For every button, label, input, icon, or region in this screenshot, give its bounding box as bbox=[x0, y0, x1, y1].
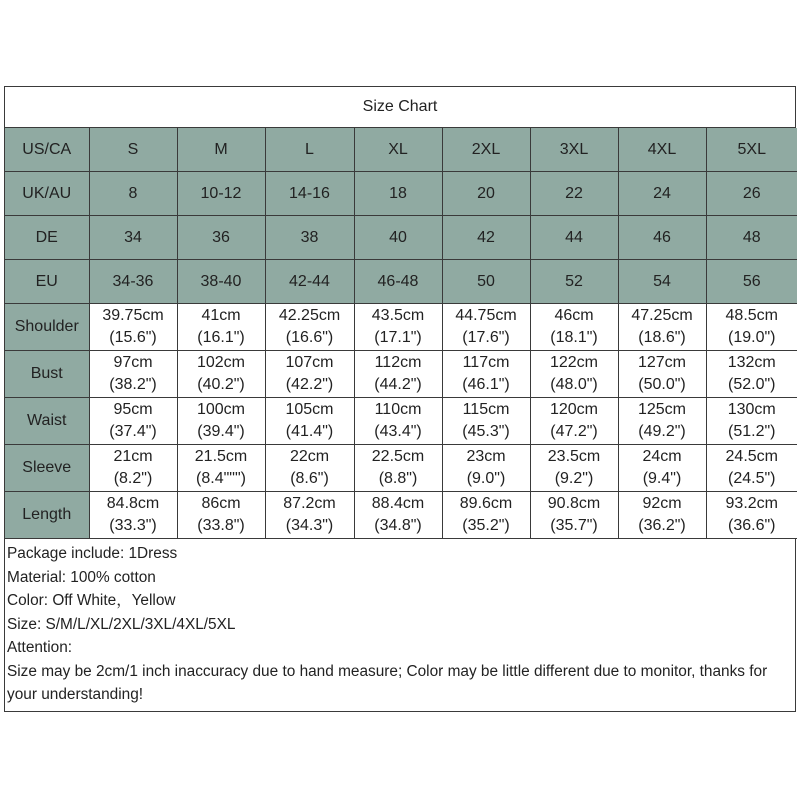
size-cell: 22 bbox=[530, 172, 618, 216]
cm-value: 22.5cm bbox=[371, 448, 425, 465]
measure-cell bbox=[618, 351, 706, 398]
row-label: Waist bbox=[5, 398, 89, 445]
measure-cell bbox=[265, 492, 354, 539]
note-line: Color: Off White，Yellow bbox=[7, 592, 176, 609]
cm-value: 105cm bbox=[285, 401, 334, 418]
measure-cell bbox=[618, 492, 706, 539]
size-cell: 5XL bbox=[706, 128, 797, 172]
size-cell: S bbox=[89, 128, 177, 172]
size-chart-panel bbox=[4, 86, 796, 712]
cm-value: 132cm bbox=[727, 354, 776, 371]
cm-value: 44.75cm bbox=[455, 307, 517, 324]
inch-value: (16.6") bbox=[285, 329, 334, 346]
measure-cell bbox=[354, 304, 442, 351]
cm-value: 89.6cm bbox=[459, 495, 513, 512]
size-cell: 52 bbox=[530, 260, 618, 304]
inch-value: (39.4") bbox=[197, 423, 245, 440]
size-cell: 24 bbox=[618, 172, 706, 216]
measure-cell bbox=[706, 445, 797, 492]
inch-value: (8.2") bbox=[113, 470, 153, 487]
size-cell: L bbox=[265, 128, 354, 172]
measure-cell bbox=[706, 304, 797, 351]
measure-cell bbox=[442, 445, 530, 492]
row-label: EU bbox=[5, 260, 89, 304]
measure-cell bbox=[354, 351, 442, 398]
inch-value: (34.3") bbox=[285, 517, 334, 534]
inch-value: (33.3") bbox=[109, 517, 157, 534]
size-cell: 3XL bbox=[530, 128, 618, 172]
size-cell: 34 bbox=[89, 216, 177, 260]
note-line: Size: S/M/L/XL/2XL/3XL/4XL/5XL bbox=[7, 615, 236, 633]
measure-cell bbox=[530, 445, 618, 492]
inch-value: (40.2") bbox=[197, 376, 245, 393]
row-label: Shoulder bbox=[5, 304, 89, 351]
measure-cell bbox=[442, 492, 530, 539]
measure-cell bbox=[618, 445, 706, 492]
inch-value: (48.0") bbox=[550, 376, 598, 393]
size-cell: 56 bbox=[706, 260, 797, 304]
measure-cell bbox=[265, 351, 354, 398]
cm-value: 86cm bbox=[201, 495, 241, 512]
size-cell: 40 bbox=[354, 216, 442, 260]
size-cell: 38 bbox=[265, 216, 354, 260]
size-cell: 54 bbox=[618, 260, 706, 304]
size-cell: 4XL bbox=[618, 128, 706, 172]
size-chart-table bbox=[5, 128, 797, 539]
size-cell: 26 bbox=[706, 172, 797, 216]
inch-value: (46.1") bbox=[462, 376, 510, 393]
product-notes bbox=[5, 539, 795, 707]
cm-value: 100cm bbox=[196, 401, 246, 418]
cm-value: 122cm bbox=[549, 354, 599, 371]
measure-cell bbox=[177, 351, 265, 398]
measure-row-length bbox=[5, 492, 797, 539]
cm-value: 117cm bbox=[462, 354, 510, 371]
cm-value: 46cm bbox=[554, 307, 594, 324]
cm-value: 42.25cm bbox=[278, 307, 341, 324]
size-cell: 18 bbox=[354, 172, 442, 216]
inch-value: (15.6") bbox=[109, 329, 157, 346]
inch-value: (17.6") bbox=[462, 329, 510, 346]
inch-value: (8.8") bbox=[378, 470, 418, 487]
row-label: DE bbox=[5, 216, 89, 260]
cm-value: 23.5cm bbox=[547, 448, 601, 465]
note-line: Material: 100% cotton bbox=[7, 568, 156, 586]
inch-value: (35.7") bbox=[550, 517, 598, 534]
row-label: Length bbox=[5, 492, 89, 539]
row-label: UK/AU bbox=[5, 172, 89, 216]
cm-value: 21cm bbox=[113, 448, 153, 465]
size-cell: 2XL bbox=[442, 128, 530, 172]
measure-cell bbox=[442, 304, 530, 351]
cm-value: 43.5cm bbox=[371, 307, 425, 324]
inch-value: (9.0") bbox=[466, 470, 506, 487]
cm-value: 22cm bbox=[289, 448, 330, 465]
inch-value: (41.4") bbox=[285, 423, 334, 440]
measure-cell bbox=[706, 351, 797, 398]
inch-value: (8.4""") bbox=[196, 470, 246, 487]
measure-cell bbox=[530, 304, 618, 351]
cm-value: 47.25cm bbox=[631, 307, 693, 324]
cm-value: 92cm bbox=[642, 495, 682, 512]
cm-value: 48.5cm bbox=[725, 307, 778, 324]
cm-value: 24cm bbox=[642, 448, 682, 465]
row-label: Sleeve bbox=[5, 445, 89, 492]
measure-row-waist bbox=[5, 398, 797, 445]
inch-value: (45.3") bbox=[462, 423, 510, 440]
measure-row-bust bbox=[5, 351, 797, 398]
size-cell: 34-36 bbox=[89, 260, 177, 304]
inch-value: (36.6") bbox=[728, 517, 776, 534]
inch-value: (37.4") bbox=[109, 423, 157, 440]
measure-cell bbox=[530, 351, 618, 398]
cm-value: 107cm bbox=[285, 354, 334, 371]
size-cell: 14-16 bbox=[265, 172, 354, 216]
measure-row-shoulder bbox=[5, 304, 797, 351]
inch-value: (18.6") bbox=[638, 329, 686, 346]
cm-value: 130cm bbox=[727, 401, 776, 418]
measure-cell bbox=[89, 445, 177, 492]
inch-value: (24.5") bbox=[728, 470, 776, 487]
measure-cell bbox=[177, 445, 265, 492]
measure-cell bbox=[177, 398, 265, 445]
inch-value: (35.2") bbox=[462, 517, 510, 534]
measure-cell bbox=[442, 398, 530, 445]
size-cell: 44 bbox=[530, 216, 618, 260]
cm-value: 115cm bbox=[462, 401, 510, 418]
inch-value: (38.2") bbox=[109, 376, 157, 393]
size-row-uk-au bbox=[5, 172, 797, 216]
size-cell: 46 bbox=[618, 216, 706, 260]
cm-value: 97cm bbox=[113, 354, 153, 371]
size-cell: 8 bbox=[89, 172, 177, 216]
inch-value: (50.0") bbox=[638, 376, 686, 393]
inch-value: (9.4") bbox=[642, 470, 682, 487]
size-cell: 42-44 bbox=[265, 260, 354, 304]
measure-cell bbox=[442, 351, 530, 398]
cm-value: 102cm bbox=[196, 354, 246, 371]
measure-cell bbox=[530, 398, 618, 445]
row-label: US/CA bbox=[5, 128, 89, 172]
size-cell: XL bbox=[354, 128, 442, 172]
row-label: Bust bbox=[5, 351, 89, 398]
measure-cell bbox=[177, 304, 265, 351]
measure-row-sleeve bbox=[5, 445, 797, 492]
note-line: Attention: bbox=[7, 639, 73, 656]
size-cell: 46-48 bbox=[354, 260, 442, 304]
measure-cell bbox=[354, 445, 442, 492]
inch-value: (47.2") bbox=[550, 423, 598, 440]
cm-value: 23cm bbox=[466, 448, 506, 465]
cm-value: 112cm bbox=[374, 354, 422, 371]
measure-cell bbox=[89, 304, 177, 351]
inch-value: (34.8") bbox=[374, 517, 422, 534]
measure-cell bbox=[89, 492, 177, 539]
note-line: Size may be 2cm/1 inch inaccuracy due to hand measure; Color may be little different due to monitor, thanks for your understanding! bbox=[7, 662, 768, 703]
size-cell: 10-12 bbox=[177, 172, 265, 216]
cm-value: 84.8cm bbox=[106, 495, 160, 512]
inch-value: (44.2") bbox=[374, 376, 422, 393]
size-cell: 36 bbox=[177, 216, 265, 260]
cm-value: 110cm bbox=[374, 401, 422, 418]
size-row-eu bbox=[5, 260, 797, 304]
cm-value: 90.8cm bbox=[547, 495, 601, 512]
cm-value: 88.4cm bbox=[371, 495, 425, 512]
size-chart-title: Size Chart bbox=[5, 87, 795, 128]
measure-cell bbox=[354, 492, 442, 539]
cm-value: 21.5cm bbox=[194, 448, 248, 465]
size-cell: M bbox=[177, 128, 265, 172]
inch-value: (18.1") bbox=[550, 329, 598, 346]
size-row-de bbox=[5, 216, 797, 260]
measure-cell bbox=[89, 398, 177, 445]
inch-value: (36.2") bbox=[638, 517, 686, 534]
measure-cell bbox=[618, 304, 706, 351]
inch-value: (52.0") bbox=[728, 376, 776, 393]
inch-value: (8.6") bbox=[290, 470, 329, 487]
inch-value: (19.0") bbox=[728, 329, 776, 346]
measure-cell bbox=[618, 398, 706, 445]
size-cell: 48 bbox=[706, 216, 797, 260]
inch-value: (33.8") bbox=[197, 517, 245, 534]
size-row-us-ca bbox=[5, 128, 797, 172]
measure-cell bbox=[530, 492, 618, 539]
cm-value: 87.2cm bbox=[283, 495, 336, 512]
size-cell: 20 bbox=[442, 172, 530, 216]
measure-cell bbox=[706, 492, 797, 539]
note-line: Package include: 1Dress bbox=[7, 545, 178, 562]
measure-cell bbox=[177, 492, 265, 539]
inch-value: (42.2") bbox=[285, 376, 334, 393]
inch-value: (51.2") bbox=[728, 423, 776, 440]
measure-cell bbox=[265, 445, 354, 492]
inch-value: (43.4") bbox=[374, 423, 422, 440]
inch-value: (16.1") bbox=[197, 329, 245, 346]
measure-cell bbox=[265, 304, 354, 351]
measure-cell bbox=[265, 398, 354, 445]
cm-value: 125cm bbox=[637, 401, 687, 418]
cm-value: 127cm bbox=[637, 354, 687, 371]
cm-value: 41cm bbox=[201, 307, 241, 324]
measure-cell bbox=[354, 398, 442, 445]
measure-cell bbox=[89, 351, 177, 398]
size-cell: 50 bbox=[442, 260, 530, 304]
inch-value: (17.1") bbox=[374, 329, 422, 346]
size-cell: 42 bbox=[442, 216, 530, 260]
cm-value: 39.75cm bbox=[102, 307, 164, 324]
measure-cell bbox=[706, 398, 797, 445]
size-cell: 38-40 bbox=[177, 260, 265, 304]
cm-value: 93.2cm bbox=[725, 495, 778, 512]
inch-value: (49.2") bbox=[638, 423, 686, 440]
cm-value: 120cm bbox=[549, 401, 599, 418]
inch-value: (9.2") bbox=[554, 470, 594, 487]
cm-value: 95cm bbox=[113, 401, 153, 418]
cm-value: 24.5cm bbox=[725, 448, 778, 465]
